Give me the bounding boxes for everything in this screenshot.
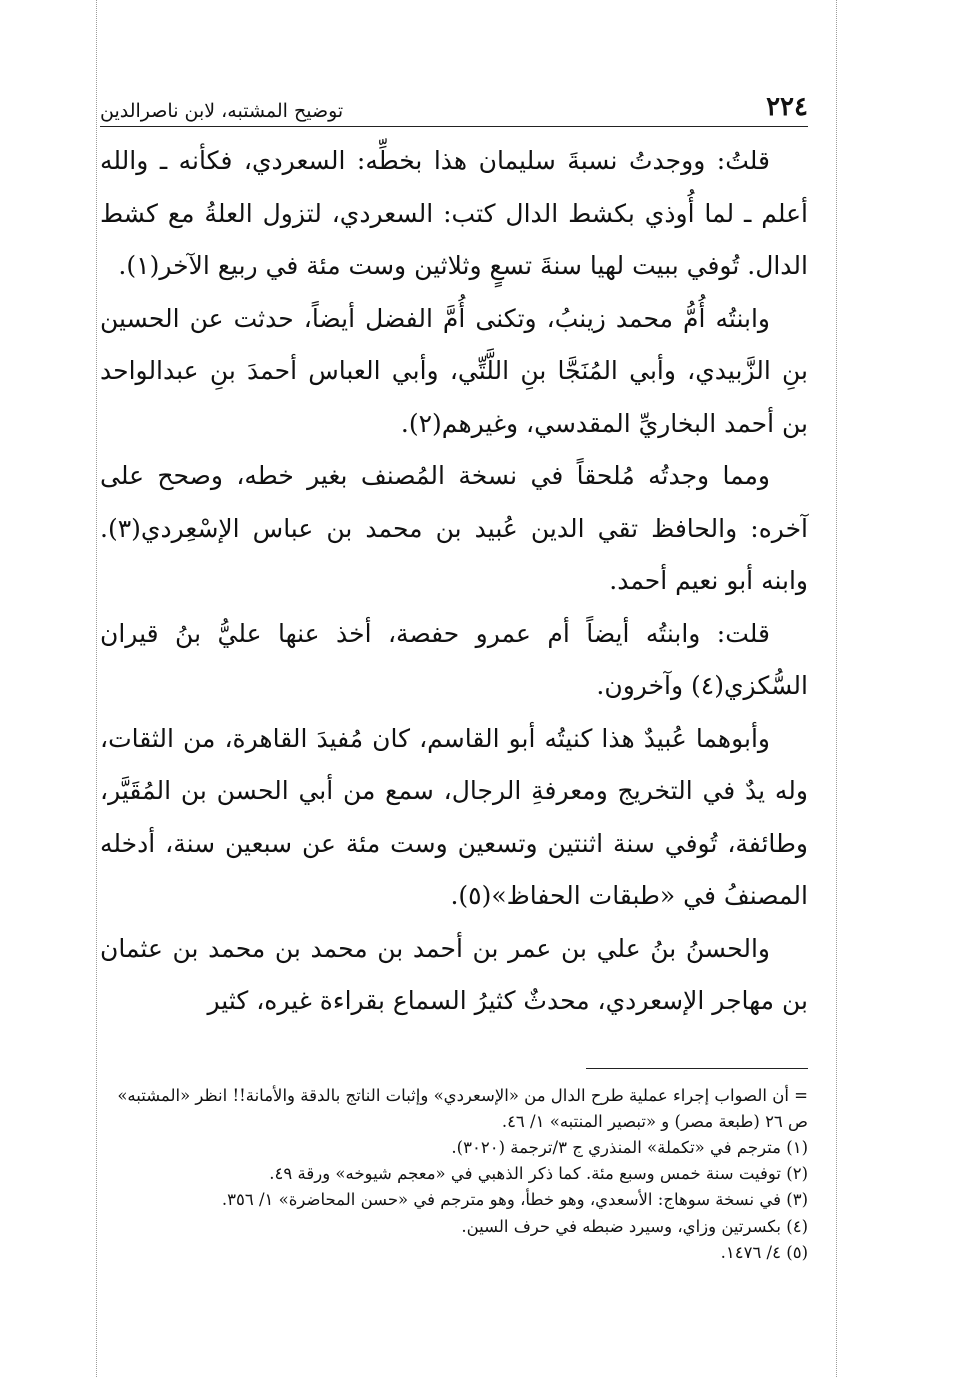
footnotes <box>100 1083 808 1266</box>
paragraph: ومما وجدتُه مُلحقاً في نسخة المُصنف بغير خطه، وصحح على آخره: والحافظ تقي الدين عُبيد بن محمد بن عباس الإسْعِردي(٣). وابنه أبو نعيم أحمد. <box>100 461 808 595</box>
book-page <box>100 86 808 1266</box>
running-header <box>100 86 808 122</box>
page-number: ٢٢٤ <box>766 92 808 122</box>
paragraph: قلتُ: ووجدتُ نسبةَ سليمان هذا بخطِّه: السعردي، فكأنه ـ والله أعلم ـ لما أُوذي بكشط الدال كتب: السعردي، لتزول العلةُ مع كشط الدال. تُوفي ببيت لهيا سنةَ تسعٍ وثلاثين وست مئة في ربيع الآخر(١). <box>100 146 808 280</box>
footnote-rule <box>586 1068 808 1069</box>
footnote: (٤) بكسرتين وزاي، وسيرد ضبطه في حرف السين. <box>461 1216 808 1236</box>
footnote-continuation: = أن الصواب إجراء عملية طرح الدال من «الإسعردي» وإثبات الناتج بالدقة والأمانة!! انظر «المشتبه» ص ٢٦ (طبعة مصر) و «تبصير المنتبه» ١/ ٤٦. <box>117 1085 808 1131</box>
paragraph: قلت: وابنتُه أيضاً أم عمرو حفصة، أخذ عنها عليُّ بنُ قيران السُّكزي(٤) وآخرون. <box>100 618 808 700</box>
footnote: (١) مترجم في «تكملة» المنذري ج ٣/ترجمة (٣٠٢٠). <box>451 1137 808 1157</box>
footnote: (٥) ٤/ ١٤٧٦. <box>720 1242 808 1262</box>
footnote: (٢) توفيت سنة خمس وسبع مئة. كما ذكر الذهبي في «معجم شيوخه» ورقة ٤٩. <box>269 1164 808 1184</box>
margin-guide-right <box>836 0 837 1377</box>
book-title: توضيح المشتبه، لابن ناصرالدين <box>100 100 344 122</box>
header-rule <box>100 126 808 127</box>
margin-guide-left <box>96 0 97 1377</box>
paragraph: وابنتُه أُمُّ محمد زينبُ، وتكنى أُمَّ الفضل أيضاً، حدثت عن الحسين بنِ الزَّبيدي، وأبي المُنَجَّا بنِ اللَّتِّي، وأبي العباس أحمدَ بنِ عبدالواحد بن أحمد البخاريِّ المقدسي، وغيرهم(٢). <box>100 303 808 438</box>
paragraph: والحسنُ بنُ علي بن عمر بن أحمد بن محمد بن محمد بن عثمان بن مهاجر الإسعردي، محدثٌ كثيرُ السماع بقراءة غيره، كثير <box>100 933 808 1015</box>
main-text <box>100 135 808 1028</box>
footnote: (٣) في نسخة سوهاج: الأسعدي، وهو خطأ، وهو مترجم في «حسن المحاضرة» ١/ ٣٥٦. <box>221 1190 808 1210</box>
paragraph: وأبوهما عُبيدٌ هذا كنيتُه أبو القاسم، كان مُفيدَ القاهرة، من الثقات، وله يدٌ في التخريج ومعرفةِ الرجال، سمع من أبي الحسن بن المُقَيَّر، وطائفة، تُوفي سنة اثنتين وتسعين وست مئة عن سبعين سنة، أدخله المصنفُ في «طبقات الحفاظ»(٥). <box>100 723 808 910</box>
